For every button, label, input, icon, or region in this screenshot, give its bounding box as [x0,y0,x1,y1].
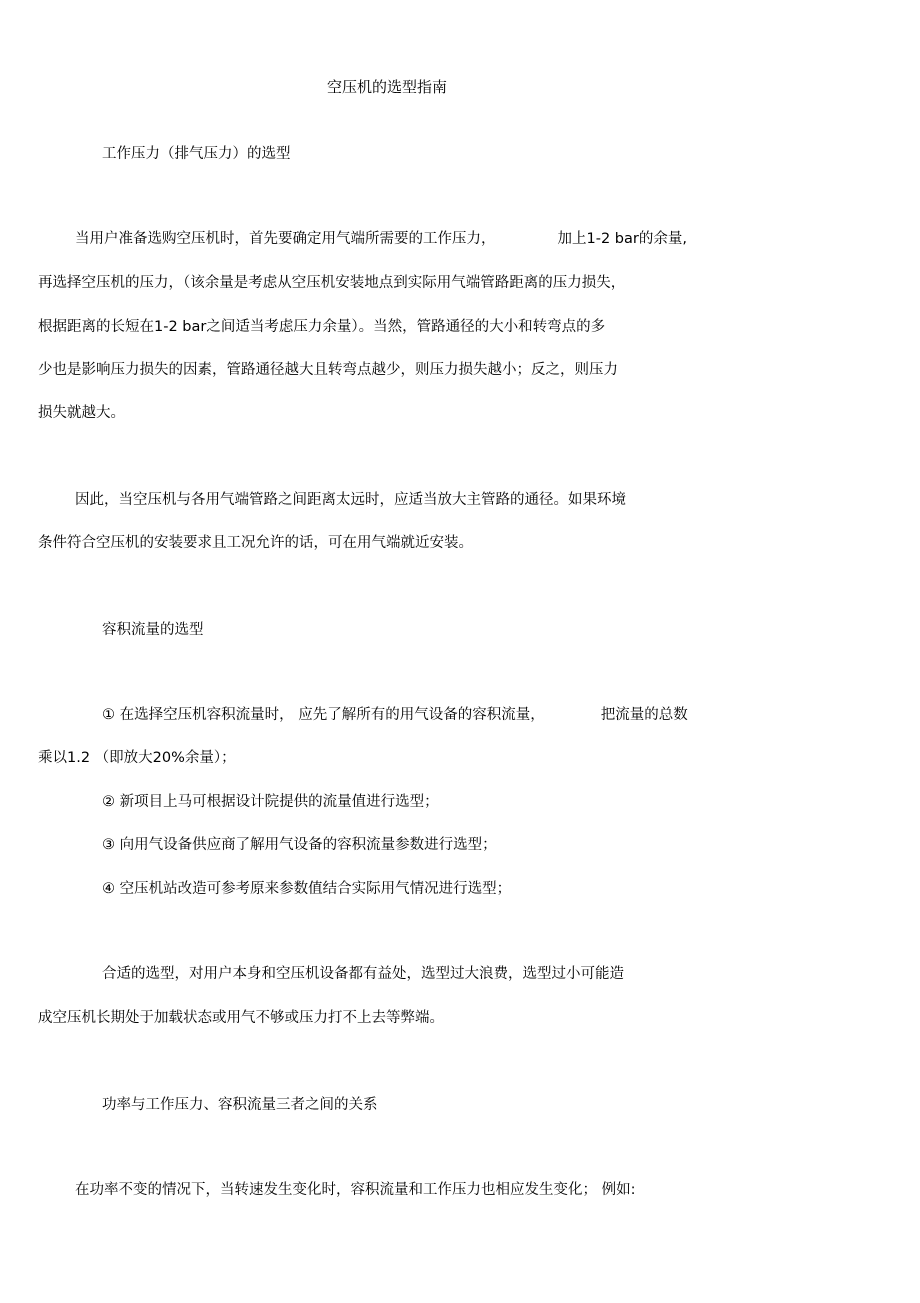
paragraph-line: 合适的选型，对用户本身和空压机设备都有益处，选型过大浪费，选型过小可能造 [102,966,624,982]
paragraph-line: 成空压机长期处于加载状态或用气不够或压力打不上去等弊端。 [38,1010,444,1026]
section-heading-working-pressure: 工作压力（排气压力）的选型 [102,146,291,162]
paragraph-line: 在功率不变的情况下，当转速发生变化时，容积流量和工作压力也相应发生变化； 例如: [75,1182,636,1198]
paragraph-line: 少也是影响压力损失的因素，管路通径越大且转弯点越少，则压力损失越小；反之，则压力 [38,362,618,378]
list-item-text: 把流量的总数 [600,707,688,723]
list-item [102,705,688,725]
section-heading-power-relationship: 功率与工作压力、容积流量三者之间的关系 [102,1097,378,1113]
paragraph-line: 再选择空压机的压力，（该余量是考虑从空压机安装地点到实际用气端管路距离的压力损失， [38,275,626,291]
list-item: ③ 向用气设备供应商了解用气设备的容积流量参数进行选型； [102,837,497,853]
list-item-continuation: 乘以1.2 （即放大20%余量）； [38,750,236,766]
paragraph-text: 加上1-2 bar的余量, [557,231,687,247]
page-title: 空压机的选型指南 [327,78,448,96]
list-item: ② 新项目上马可根据设计院提供的流量值进行选型； [102,794,439,810]
paragraph-line: 条件符合空压机的安装要求且工况允许的话，可在用气端就近安装。 [38,535,473,551]
list-item: ④ 空压机站改造可参考原来参数值结合实际用气情况进行选型； [102,881,512,897]
list-item-text: ① 在选择空压机容积流量时， 应先了解所有的用气设备的容积流量， [102,707,545,723]
paragraph-line: 因此，当空压机与各用气端管路之间距离太远时，应适当放大主管路的通径。如果环境 [75,492,626,508]
paragraph-line: 损失就越大。 [38,405,125,421]
section-heading-volume-flow: 容积流量的选型 [102,622,204,638]
paragraph-text: 当用户准备选购空压机时，首先要确定用气端所需要的工作压力， [75,231,496,247]
paragraph-line: 根据距离的长短在1-2 bar之间适当考虑压力余量）。当然，管路通径的大小和转弯点的多 [38,319,606,335]
paragraph-line [75,229,687,249]
